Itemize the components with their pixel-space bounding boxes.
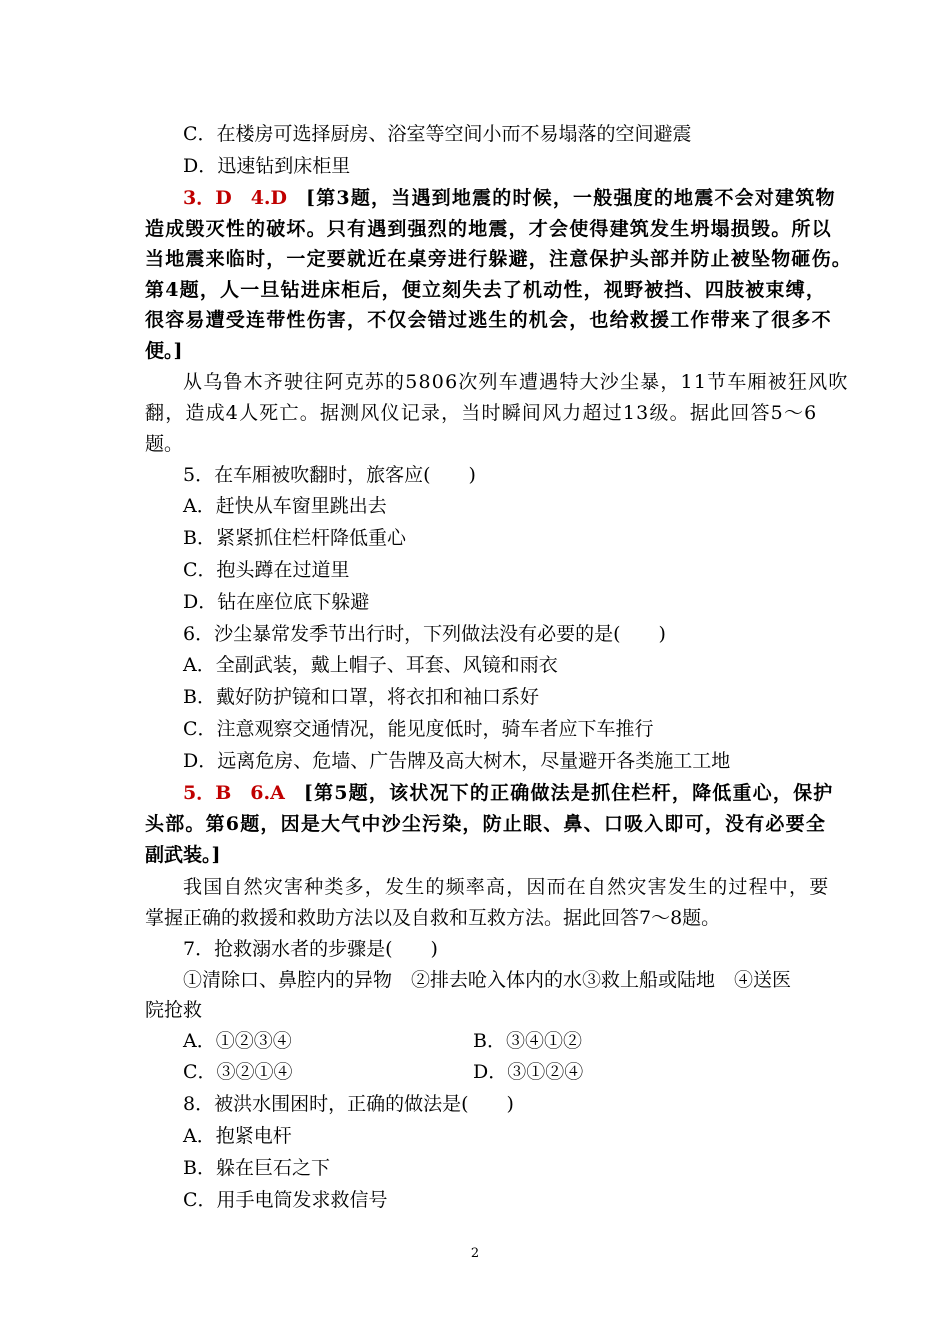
question-7: 7．抢救溺水者的步骤是( ) xyxy=(183,938,438,960)
explanation-text: [第5题，该状况下的正确做法是抓住栏杆，降低重心，保护 xyxy=(303,782,834,804)
passage-line: 从乌鲁木齐驶往阿克苏的5806次列车遭遇特大沙尘暴，11节车厢被狂风吹 xyxy=(183,371,849,393)
option-a-q8: A．抱紧电杆 xyxy=(183,1125,292,1147)
option-d-q7: D．③①②④ xyxy=(473,1061,584,1083)
page-number: 2 xyxy=(470,1246,480,1261)
passage-line: 我国自然灾害种类多，发生的频率高，因而在自然灾害发生的过程中，要 xyxy=(183,876,830,898)
option-b-q7: B．③④①② xyxy=(473,1030,582,1052)
option-b-q8: B．躲在巨石之下 xyxy=(183,1157,330,1179)
explanation-line: 第4题，人一旦钻进床柜后，便立刻失去了机动性，视野被挡、四肢被束缚， xyxy=(145,279,827,301)
answer-3-4 xyxy=(183,186,836,210)
option-d-q2: D．迅速钻到床柜里 xyxy=(183,155,351,177)
option-c-q7: C．③②①④ xyxy=(183,1061,293,1083)
option-c-q6: C．注意观察交通情况，能见度低时，骑车者应下车推行 xyxy=(183,718,654,740)
answer-label: 3．D 4.D xyxy=(183,187,288,209)
question-7-steps-cont: 院抢救 xyxy=(145,999,203,1021)
explanation-line: 副武装。] xyxy=(145,844,221,866)
question-6: 6．沙尘暴常发季节出行时，下列做法没有必要的是( ) xyxy=(183,623,666,645)
option-d-q6: D．远离危房、危墙、广告牌及高大树木，尽量避开各类施工工地 xyxy=(183,750,731,772)
passage-line: 掌握正确的救援和救助方法以及自救和互救方法。据此回答7～8题。 xyxy=(145,907,721,929)
explanation-line: 头部。第6题，因是大气中沙尘污染，防止眼、鼻、口吸入即可，没有必要全 xyxy=(145,813,827,835)
option-c-q5: C．抱头蹲在过道里 xyxy=(183,559,350,581)
question-8: 8．被洪水围困时，正确的做法是( ) xyxy=(183,1093,514,1115)
explanation-line: 很容易遭受连带性伤害，不仅会错过逃生的机会，也给救援工作带来了很多不 xyxy=(145,309,832,331)
passage-line: 题。 xyxy=(145,433,184,455)
option-c-q2: C．在楼房可选择厨房、浴室等空间小而不易塌落的空间避震 xyxy=(183,123,692,145)
answer-label: 5．B 6.A xyxy=(183,782,285,804)
explanation-text: [第3题，当遇到地震的时候，一般强度的地震不会对建筑物 xyxy=(306,187,836,209)
question-7-steps: ①清除口、鼻腔内的异物 ②排去呛入体内的水③救上船或陆地 ④送医 xyxy=(183,969,792,991)
answer-5-6 xyxy=(183,781,834,805)
explanation-line: 造成毁灭性的破坏。只有遇到强烈的地震，才会使得建筑发生坍塌损毁。所以 xyxy=(145,218,832,240)
question-5: 5．在车厢被吹翻时，旅客应( ) xyxy=(183,464,476,486)
explanation-line: 便。] xyxy=(145,340,183,362)
passage-line: 翻，造成4人死亡。据测风仪记录，当时瞬间风力超过13级。据此回答5～6 xyxy=(145,402,818,424)
option-d-q5: D．钻在座位底下躲避 xyxy=(183,591,370,613)
option-a-q6: A．全副武装，戴上帽子、耳套、风镜和雨衣 xyxy=(183,654,558,676)
option-a-q7: A．①②③④ xyxy=(183,1030,292,1052)
option-c-q8: C．用手电筒发求救信号 xyxy=(183,1189,388,1211)
option-a-q5: A．赶快从车窗里跳出去 xyxy=(183,495,387,517)
explanation-line: 当地震来临时，一定要就近在桌旁进行躲避，注意保护头部并防止被坠物砸伤。 xyxy=(145,248,853,270)
option-b-q5: B．紧紧抓住栏杆降低重心 xyxy=(183,527,406,549)
option-b-q6: B．戴好防护镜和口罩，将衣扣和袖口系好 xyxy=(183,686,539,708)
